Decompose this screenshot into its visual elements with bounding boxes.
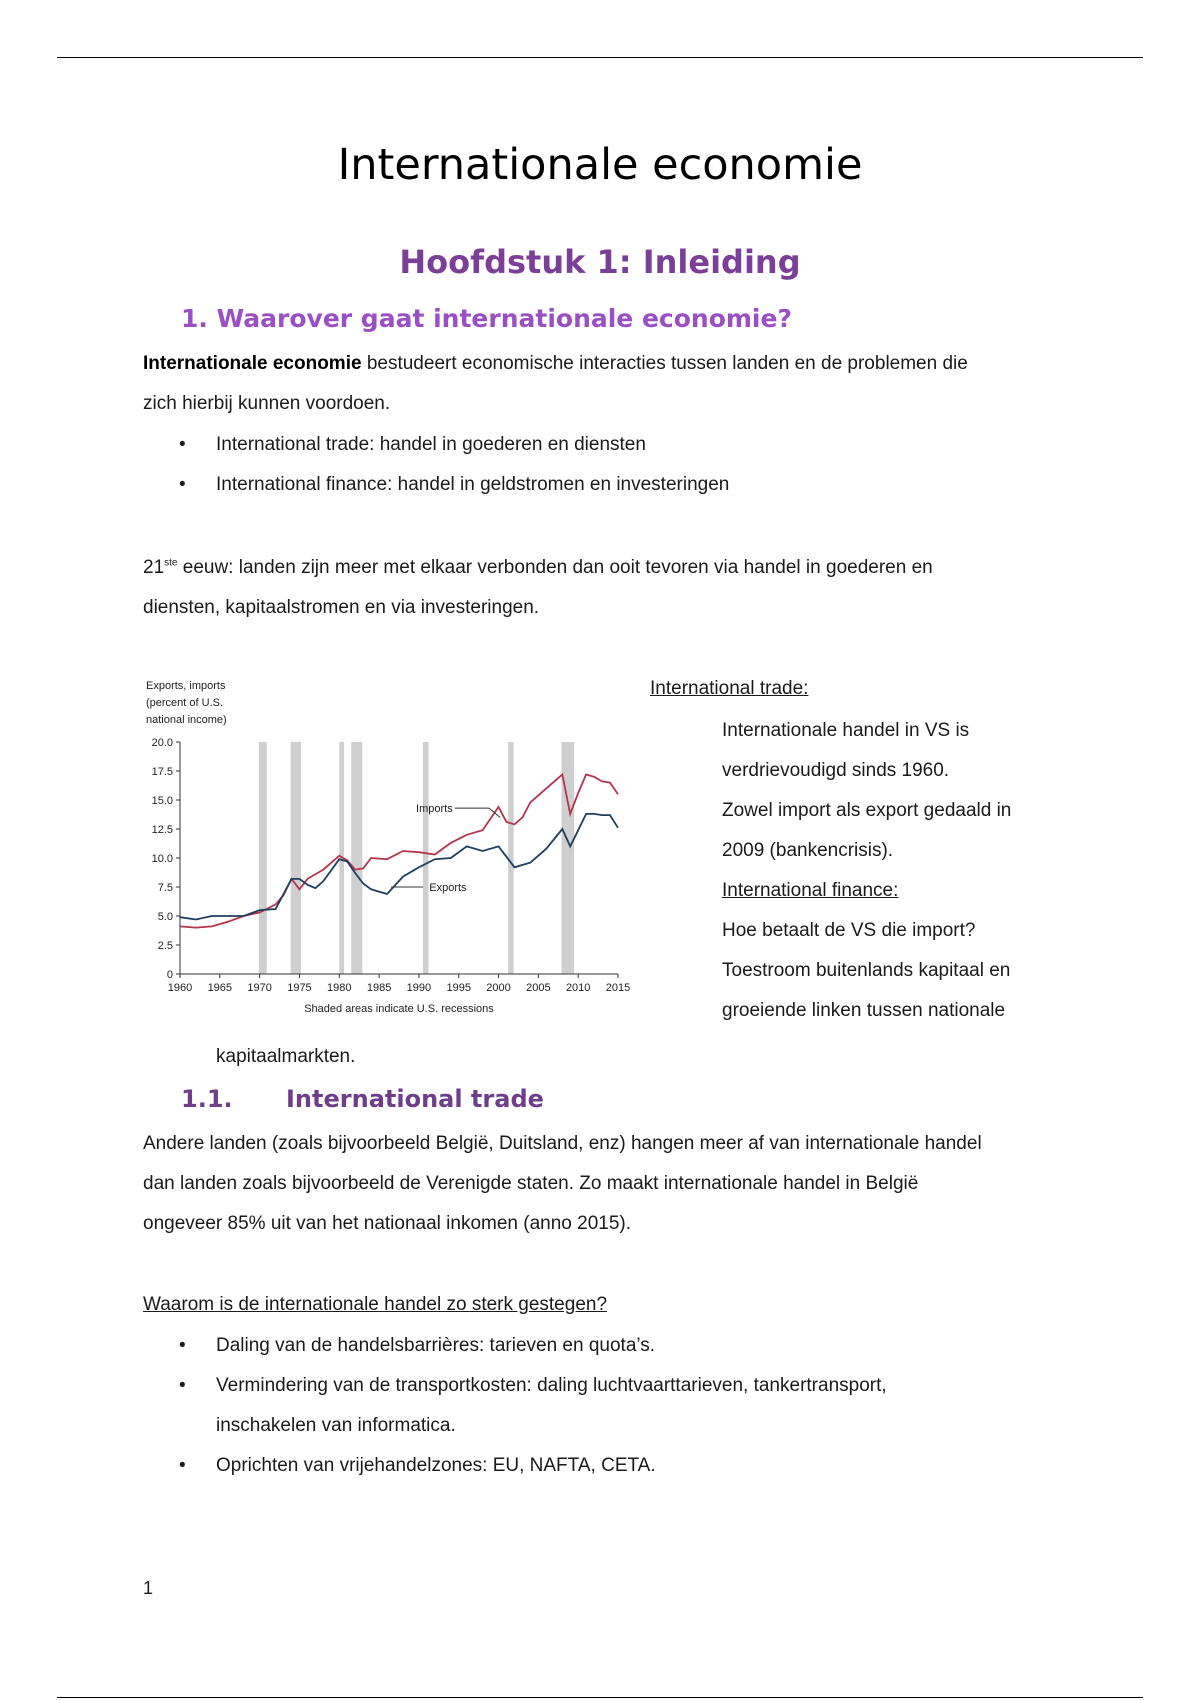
bullet-icon: • [179, 1335, 186, 1356]
list-item-text: Daling van de handelsbarrières: tarieven en quota’s. [216, 1335, 656, 1356]
recession-band [291, 742, 301, 974]
reasons-bullet-list [143, 1326, 887, 1486]
x-tick-label: 2015 [605, 982, 631, 994]
y-axis-label: (percent of U.S. [146, 697, 224, 709]
trade-heading-text: International trade: [650, 678, 809, 699]
list-item-text: International trade: handel in goederen en diensten [216, 434, 646, 455]
list-item [143, 1366, 887, 1446]
century-text-line2: diensten, kapitaalstromen en via investeringen. [143, 597, 540, 618]
x-tick-label: 1975 [287, 982, 312, 994]
list-item [143, 1326, 887, 1366]
recession-band [508, 742, 514, 974]
y-tick-label: 10.0 [151, 853, 173, 865]
trade-chart-svg [142, 675, 632, 1020]
x-tick-label: 2010 [565, 982, 591, 994]
trade-paragraph [143, 1124, 1043, 1244]
recession-band [351, 742, 362, 974]
trade-paragraph-line: dan landen zoals bijvoorbeeld de Verenigde staten. Zo maakt internationale handel in België [143, 1173, 919, 1194]
side-trade-lines [722, 711, 1011, 1031]
intro-text-line2: zich hierbij kunnen voordoen. [143, 393, 391, 414]
side-line: groeiende linken tussen nationale [722, 1000, 1006, 1021]
y-tick-label: 12.5 [151, 824, 173, 836]
side-line: verdrievoudigd sinds 1960. [722, 760, 950, 781]
section-1-heading: 1. Waarover gaat internationale economie? [181, 304, 792, 333]
list-item-text: Oprichten van vrijehandelzones: EU, NAFTA, CETA. [216, 1455, 656, 1476]
century-paragraph [143, 548, 1043, 628]
century-number: 21 [143, 557, 165, 578]
y-tick-label: 2.5 [157, 940, 173, 952]
century-suffix: ste [164, 557, 178, 569]
y-tick-label: 20.0 [151, 737, 173, 749]
side-line: Internationale handel in VS is [722, 720, 970, 741]
bullet-icon: • [179, 434, 186, 455]
imports-annotation-line [489, 808, 500, 817]
section-title: International trade [286, 1085, 544, 1113]
x-tick-label: 1960 [167, 982, 193, 994]
section-number: 1.1. [181, 1085, 233, 1113]
x-tick-label: 1990 [406, 982, 432, 994]
y-axis-label: national income) [146, 714, 227, 726]
x-tick-label: 1980 [327, 982, 352, 994]
y-tick-label: 5.0 [157, 911, 173, 923]
series-line-imports [180, 775, 618, 928]
y-tick-label: 15.0 [151, 795, 173, 807]
y-tick-label: 0 [166, 969, 173, 981]
x-tick-label: 1970 [247, 982, 272, 994]
trade-paragraph-line: ongeveer 85% uit van het nationaal inkomen (anno 2015). [143, 1213, 632, 1234]
y-axis-label: Exports, imports [146, 680, 226, 692]
side-finance-tail: kapitaalmarkten. [216, 1046, 356, 1067]
x-tick-label: 2000 [486, 982, 511, 994]
chapter-heading: Hoofdstuk 1: Inleiding [399, 243, 801, 281]
y-tick-label: 7.5 [157, 882, 173, 894]
bullet-icon: • [179, 1455, 186, 1476]
bullet-icon: • [179, 474, 186, 495]
trade-question [143, 1285, 1043, 1325]
side-finance-heading: International finance: [722, 880, 899, 901]
imports-annotation: Imports [416, 803, 453, 816]
intro-paragraph [143, 344, 1043, 424]
section-1-1-heading [181, 1085, 544, 1113]
x-tick-label: 2005 [526, 982, 551, 994]
y-tick-label: 17.5 [151, 766, 173, 778]
document-title: Internationale economie [337, 140, 863, 190]
x-tick-label: 1985 [366, 982, 392, 994]
side-line: Zowel import als export gedaald in [722, 800, 1012, 821]
x-axis-label: Shaded areas indicate U.S. recessions [304, 1003, 494, 1015]
intro-bullet-list [143, 425, 729, 505]
bullet-icon: • [179, 1375, 186, 1396]
recession-band [423, 742, 429, 974]
list-item-text: International finance: handel in geldstromen en investeringen [216, 474, 730, 495]
trade-question-text: Waarom is de internationale handel zo sterk gestegen? [143, 1294, 608, 1315]
footer-rule [57, 1697, 1143, 1698]
trade-paragraph-line: Andere landen (zoals bijvoorbeeld België, Duitsland, enz) hangen meer af van internationale handel [143, 1133, 982, 1154]
side-line: Hoe betaalt de VS die import? [722, 920, 976, 941]
list-item-text: inschakelen van informatica. [216, 1415, 456, 1436]
x-tick-label: 1995 [446, 982, 471, 994]
side-line: Toestroom buitenlands kapitaal en [722, 960, 1011, 981]
century-text: eeuw: landen zijn meer met elkaar verbonden dan ooit tevoren via handel in goederen en [177, 557, 933, 578]
list-item [143, 1446, 887, 1486]
header-rule [57, 57, 1143, 58]
recession-band [259, 742, 267, 974]
intro-text: bestudeert economische interacties tussen landen en de problemen die [361, 353, 968, 374]
page-number: 1 [143, 1578, 154, 1598]
list-item [143, 425, 729, 465]
side-line: 2009 (bankencrisis). [722, 840, 894, 861]
list-item [143, 465, 729, 505]
x-tick-label: 1965 [207, 982, 233, 994]
exports-annotation: Exports [429, 882, 467, 894]
series-line-exports [180, 814, 618, 920]
intro-bold-term: Internationale economie [143, 353, 362, 374]
list-item-text: Vermindering van de transportkosten: daling luchtvaarttarieven, tankertransport, [216, 1375, 887, 1396]
trade-chart [142, 675, 632, 1020]
side-trade-heading [650, 669, 808, 709]
